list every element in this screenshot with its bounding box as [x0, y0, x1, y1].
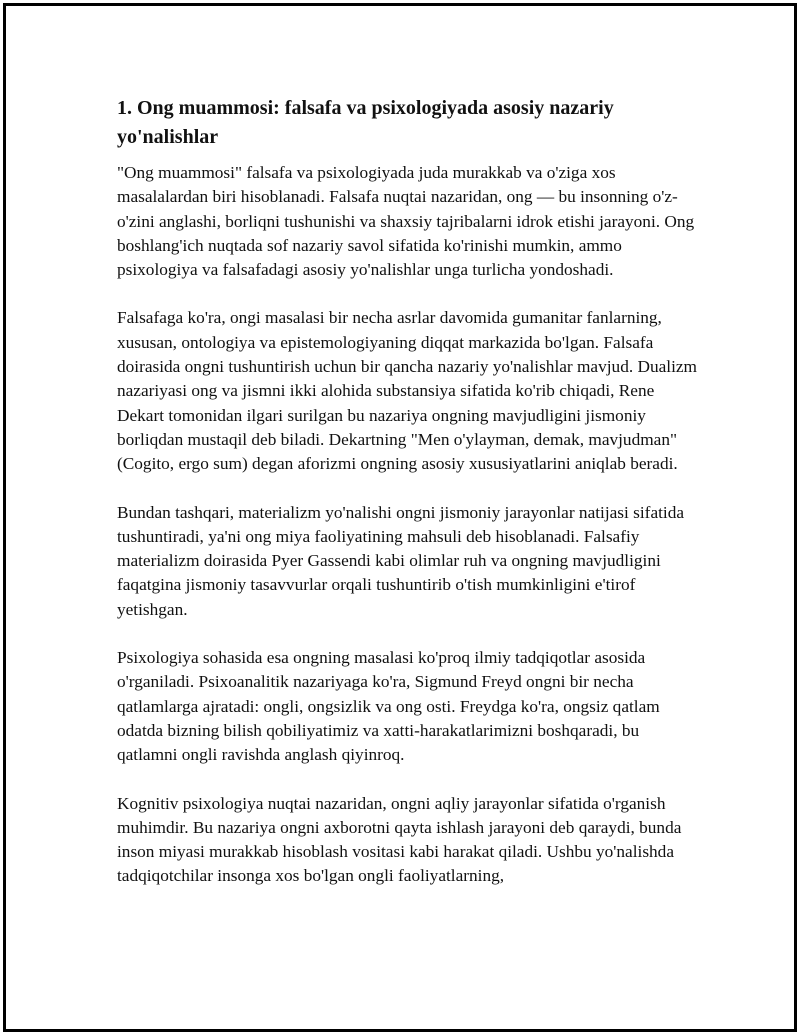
document-body: [117, 94, 697, 913]
section-title: 1. Ong muammosi: falsafa va psixologiyada asosiy nazariy yo'nalishlar: [117, 97, 614, 148]
paragraph-4: Psixologiya sohasida esa ongning masalasi ko'proq ilmiy tadqiqotlar asosida o'rganiladi. Psixoanalitik nazariyaga ko'ra, Sigmund Freyd ongni bir necha qatlamlarga ajratadi: ongli, ongsizlik va ong osti. Freydga ko'ra, ongsiz qatlam odatda bizning bilish qobiliyatimiz va xatti-harakatlarimizni boshqaradi, bu qatlamni ongli ravishda anglash qiyinroq.: [117, 648, 660, 765]
paragraph-3: Bundan tashqari, materializm yo'nalishi ongni jismoniy jarayonlar natijasi sifatida tushuntiradi, ya'ni ong miya faoliyatining mahsuli deb hisoblanadi. Falsafiy materializm doirasida Pyer Gassendi kabi olimlar ruh va ongning mavjudligini faqatgina jismoniy tasavvurlar orqali tushuntirib o'tish mumkinligini e'tirof yetishgan.: [117, 502, 685, 619]
paragraph-2: Falsafaga ko'ra, ongi masalasi bir necha asrlar davomida gumanitar fanlarning, xususan, ontologiya va epistemologiyaning diqqat markazida bo'lgan. Falsafa doirasida ongni tushuntirish uchun bir qancha nazariy yo'nalishlar mavjud. Dualizm nazariyasi ong va jismni ikki alohida substansiya sifatida ko'rib chiqadi, Rene Dekart tomonidan ilgari surilgan bu nazariya ongning mavjudligini jismoniy borliqdan mustaqil deb biladi. Dekartning "Men o'ylayman, demak, mavjudman" (Cogito, ergo sum) degan aforizmi ongning asosiy xususiyatlarini aniqlab beradi.: [117, 308, 697, 474]
paragraph-1: "Ong muammosi" falsafa va psixologiyada juda murakkab va o'ziga xos masalalardan biri hisoblanadi. Falsafa nuqtai nazaridan, ong — bu insonning o'z-o'zini anglashi, borliqni tushunishi va shaxsiy tajribalarni idrok etishi jarayoni. Ong boshlang'ich nuqtada sof nazariy savol sifatida ko'rinishi mumkin, ammo psixologiya va falsafadagi asosiy yo'nalishlar unga turlicha yondoshadi.: [117, 163, 695, 280]
paragraph-5: Kognitiv psixologiya nuqtai nazaridan, ongni aqliy jarayonlar sifatida o'rganish muhimdir. Bu nazariya ongni axborotni qayta ishlash jarayoni deb qaraydi, bunda inson miyasi murakkab hisoblash vositasi kabi harakat qiladi. Ushbu yo'nalishda tadqiqotchilar insonga xos bo'lgan ongli faoliyatlarning,: [117, 793, 682, 886]
